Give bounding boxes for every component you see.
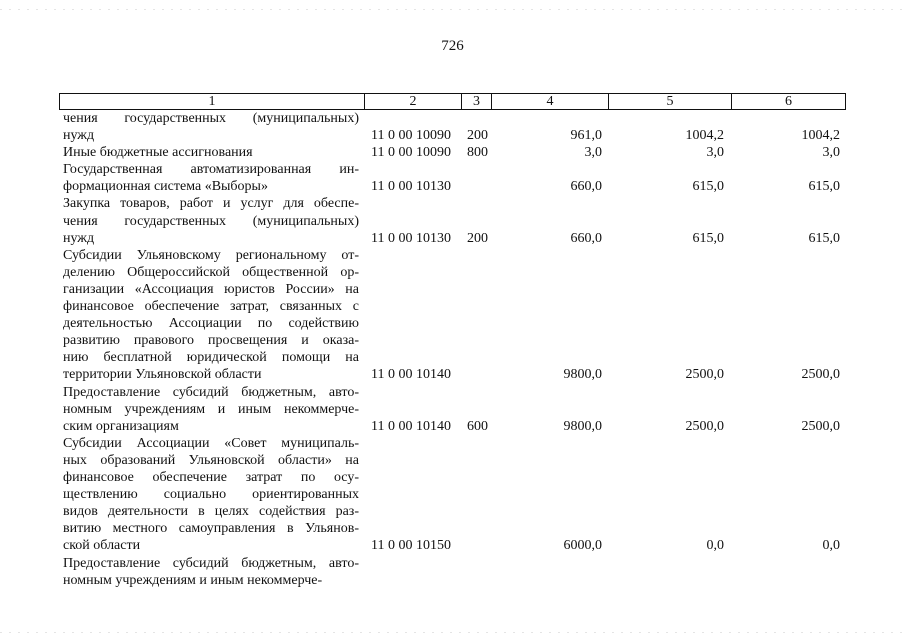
row-description xyxy=(63,161,359,195)
row-code: 11 0 00 10090 xyxy=(371,128,451,144)
row-expense-type: 600 xyxy=(467,418,488,434)
row-description xyxy=(63,435,359,555)
row-description xyxy=(63,247,359,384)
row-value-col4: 9800,0 xyxy=(563,367,602,383)
row-description xyxy=(63,555,359,589)
description-line: номным учреждениям и иным некоммерче- xyxy=(63,572,323,588)
scan-artifact-bottom xyxy=(0,632,905,633)
description-line: Закупка товаров, работ и услуг для обеспе- xyxy=(63,196,359,212)
row-expense-type: 200 xyxy=(467,230,488,246)
row-value-col4: 6000,0 xyxy=(563,538,602,554)
description-line: Предоставление субсидий бюджетным, авто- xyxy=(63,384,359,400)
row-expense-type: 200 xyxy=(467,128,488,144)
page-number: 726 xyxy=(441,38,464,54)
description-line: ных образований Ульяновской области» на xyxy=(63,452,359,468)
description-line: нужд xyxy=(63,230,95,246)
row-value-col4: 660,0 xyxy=(570,179,602,195)
row-value-col6: 0,0 xyxy=(822,538,840,554)
row-value-col6: 3,0 xyxy=(822,145,840,161)
row-value-col5: 0,0 xyxy=(706,538,724,554)
row-value-col6: 1004,2 xyxy=(801,128,840,144)
description-line: ской области xyxy=(63,538,141,554)
row-value-col4: 660,0 xyxy=(570,230,602,246)
table-body xyxy=(0,110,905,589)
description-line: Субсидии Ассоциации «Совет муниципаль- xyxy=(63,435,359,451)
description-line: территории Ульяновской области xyxy=(63,367,262,383)
description-line: развитию правового просвещения и оказа- xyxy=(63,333,359,349)
table-row xyxy=(0,195,905,246)
description-line: финансовое обеспечение затрат по осу- xyxy=(63,470,359,486)
description-line: нужд xyxy=(63,128,95,144)
description-line: Субсидии Ульяновскому региональному от- xyxy=(63,247,359,263)
description-line: витию местного самоуправления в Ульянов- xyxy=(63,521,359,537)
row-value-col5: 1004,2 xyxy=(685,128,724,144)
header-col-6: 6 xyxy=(785,94,792,109)
row-value-col4: 961,0 xyxy=(570,128,602,144)
header-col-4: 4 xyxy=(546,94,554,109)
description-line: делению Общероссийской общественной ор- xyxy=(63,264,359,280)
table-row xyxy=(0,144,905,161)
row-value-col6: 615,0 xyxy=(808,230,840,246)
row-value-col5: 615,0 xyxy=(692,230,724,246)
row-description xyxy=(63,110,359,144)
row-value-col4: 9800,0 xyxy=(563,418,602,434)
table-row xyxy=(0,555,905,589)
header-col-1: 1 xyxy=(208,94,216,109)
description-line: финансовое обеспечение затрат, связанных с xyxy=(63,299,359,315)
row-code: 11 0 00 10140 xyxy=(371,418,451,434)
row-value-col4: 3,0 xyxy=(584,145,602,161)
table-header xyxy=(59,93,846,110)
description-line: Иные бюджетные ассигнования xyxy=(63,145,253,161)
row-value-col5: 2500,0 xyxy=(685,367,724,383)
description-line: Государственная автоматизированная ин- xyxy=(63,162,359,178)
row-description xyxy=(63,195,359,246)
description-line: ществлению социально ориентированных xyxy=(63,487,359,503)
row-code: 11 0 00 10130 xyxy=(371,230,451,246)
description-line: формационная система «Выборы» xyxy=(63,179,268,195)
row-value-col6: 2500,0 xyxy=(801,418,840,434)
row-value-col5: 3,0 xyxy=(706,145,724,161)
row-description xyxy=(63,144,359,161)
table-row xyxy=(0,161,905,195)
table-row xyxy=(0,247,905,384)
row-value-col6: 2500,0 xyxy=(801,367,840,383)
row-value-col5: 615,0 xyxy=(692,179,724,195)
description-line: чения государственных (муниципальных) xyxy=(63,111,359,126)
table-row xyxy=(0,110,905,144)
header-col-3: 3 xyxy=(473,94,480,109)
row-code: 11 0 00 10130 xyxy=(371,179,451,195)
description-line: видов деятельности в целях содействия раз- xyxy=(63,504,359,520)
row-code: 11 0 00 10090 xyxy=(371,145,451,161)
scan-artifact-top xyxy=(0,9,905,10)
description-line: ским организациям xyxy=(63,418,179,434)
description-line: Предоставление субсидий бюджетным, авто- xyxy=(63,555,359,571)
table-row xyxy=(0,435,905,555)
description-line: номным учреждениям и иным некоммерче- xyxy=(63,401,359,417)
row-value-col5: 2500,0 xyxy=(685,418,724,434)
description-line: чения государственных (муниципальных) xyxy=(63,213,359,229)
row-code: 11 0 00 10150 xyxy=(371,538,451,554)
table-row xyxy=(0,384,905,435)
header-col-5: 5 xyxy=(666,94,674,109)
row-value-col6: 615,0 xyxy=(808,179,840,195)
description-line: деятельностью Ассоциации по содействию xyxy=(63,316,359,332)
description-line: нию бесплатной юридической помощи на xyxy=(63,350,359,366)
row-code: 11 0 00 10140 xyxy=(371,367,451,383)
row-expense-type: 800 xyxy=(467,145,488,161)
description-line: ганизации «Ассоциация юристов России» на xyxy=(63,281,359,297)
header-col-2: 2 xyxy=(409,94,417,109)
row-description xyxy=(63,384,359,435)
